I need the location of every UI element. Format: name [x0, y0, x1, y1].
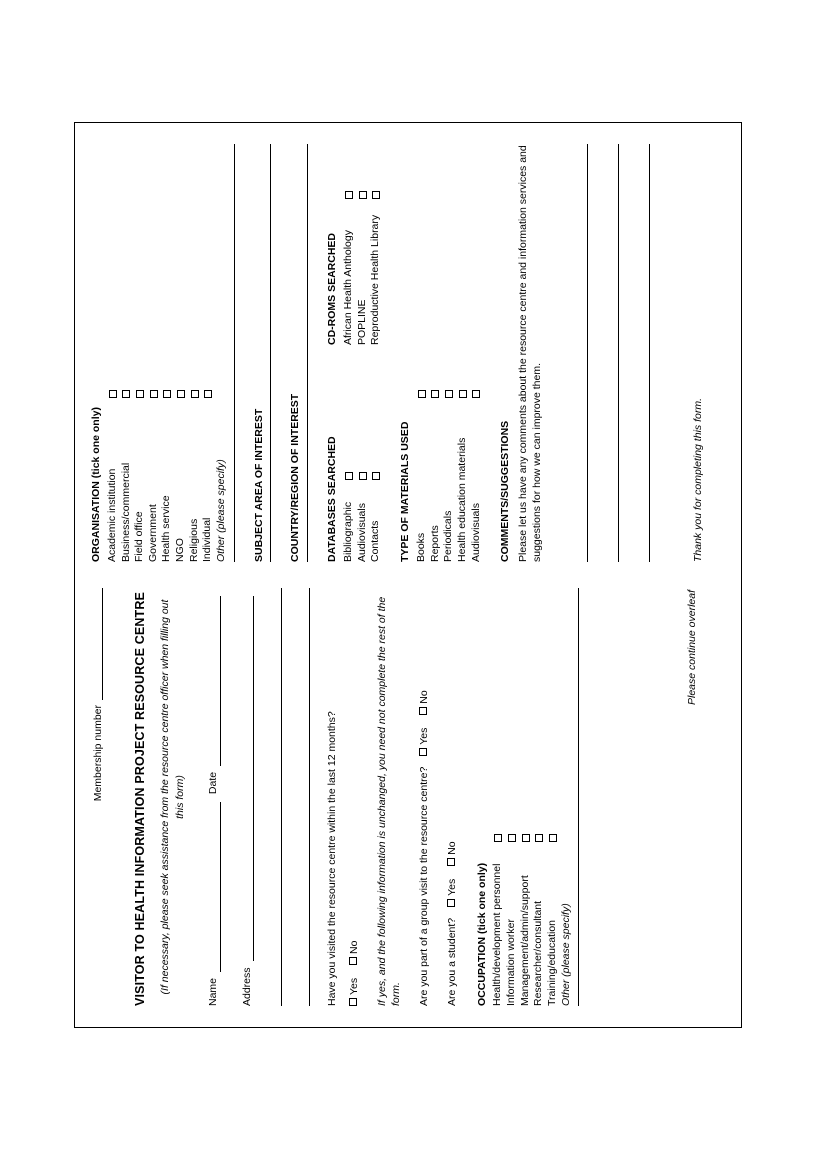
materials-option-label: Audiovisuals	[469, 503, 482, 562]
note-if-yes: If yes, and the following information is unchanged, you need not complete the rest of the form.	[376, 596, 402, 1006]
subject-area-input[interactable]	[269, 144, 271, 562]
checkbox-icon[interactable]	[372, 191, 380, 199]
question-group-visit-label: Are you part of a group visit to the resource centre?	[417, 766, 430, 1006]
occupation-options-list	[491, 588, 573, 1006]
organisation-option-label-other: Other (please specify)	[214, 459, 227, 562]
organisation-option-label: Field office	[133, 511, 146, 562]
question-student-row	[446, 588, 460, 1006]
checkbox-icon[interactable]	[345, 472, 353, 480]
column-left	[90, 588, 726, 1006]
group-visit-no-option[interactable]	[418, 690, 430, 714]
organisation-option-row[interactable]	[120, 144, 134, 562]
occupation-option-label: Training/education	[546, 920, 558, 1006]
group-visit-yes-label: Yes	[417, 727, 430, 745]
checkbox-icon[interactable]	[136, 390, 144, 398]
checkbox-icon[interactable]	[549, 834, 557, 842]
materials-option-label: Health education materials	[455, 437, 468, 562]
databases-options-list	[342, 361, 383, 562]
databases-option-label: Contacts	[369, 520, 382, 562]
organisation-option-label: NGO	[174, 538, 187, 562]
occupation-option-row[interactable]	[546, 588, 560, 1006]
materials-heading: TYPE OF MATERIALS USED	[399, 421, 412, 562]
organisation-option-label: Government	[146, 504, 159, 562]
organisation-option-row[interactable]	[201, 144, 215, 562]
thanks-note: Thank you for completing this form.	[692, 398, 705, 562]
checkbox-icon[interactable]	[204, 390, 212, 398]
checkbox-icon[interactable]	[472, 390, 480, 398]
checkbox-icon[interactable]	[191, 390, 199, 398]
checkbox-icon[interactable]	[447, 858, 455, 866]
databases-section	[326, 361, 383, 562]
subject-area-heading: SUBJECT AREA OF INTEREST	[252, 408, 265, 562]
question-group-visit-row	[418, 588, 432, 1006]
intro-note: (If necessary, please seek assistance from the resource centre officer when filling out this form)	[159, 599, 186, 995]
checkbox-icon[interactable]	[372, 472, 380, 480]
checkbox-icon[interactable]	[494, 834, 502, 842]
checkbox-icon[interactable]	[345, 191, 353, 199]
cdroms-option-row[interactable]	[342, 144, 356, 345]
occupation-option-label: Management/admin/support	[518, 875, 531, 1006]
checkbox-icon[interactable]	[419, 748, 427, 756]
comments-heading: COMMENTS/SUGGESTIONS	[499, 420, 512, 562]
comments-input-area[interactable]	[553, 144, 650, 562]
comments-input-line[interactable]	[553, 144, 588, 562]
checkbox-icon[interactable]	[418, 390, 426, 398]
organisation-heading: ORGANISATION (tick one only)	[90, 407, 102, 562]
address-label: Address	[240, 967, 253, 1006]
occupation-option-row[interactable]	[491, 588, 505, 1006]
cdroms-option-label: African Health Anthology	[342, 230, 355, 345]
student-no-label: No	[445, 841, 458, 855]
cdroms-option-row[interactable]	[369, 144, 383, 345]
visited-yes-label: Yes	[348, 977, 361, 995]
organisation-option-row-other[interactable]	[215, 144, 229, 562]
checkbox-icon[interactable]	[150, 390, 158, 398]
address-input-line-3[interactable]	[292, 588, 310, 1006]
materials-option-row[interactable]	[429, 144, 443, 562]
column-right	[90, 144, 726, 562]
checkbox-icon[interactable]	[459, 390, 467, 398]
organisation-option-row[interactable]	[160, 144, 174, 562]
materials-option-row[interactable]	[470, 144, 484, 562]
address-input-line-1[interactable]	[242, 596, 254, 961]
checkbox-icon[interactable]	[177, 390, 185, 398]
occupation-option-row[interactable]	[505, 588, 519, 1006]
checkbox-icon[interactable]	[445, 390, 453, 398]
checkbox-icon[interactable]	[535, 834, 543, 842]
cdroms-heading: CD-ROMS SEARCHED	[326, 232, 339, 345]
organisation-option-row[interactable]	[133, 144, 147, 562]
organisation-option-row[interactable]	[188, 144, 202, 562]
cdroms-section	[326, 144, 383, 345]
occupation-option-row[interactable]	[532, 588, 546, 1006]
materials-option-label: Reports	[428, 525, 441, 562]
continue-overleaf-note: Please continue overleaf	[686, 590, 699, 705]
checkbox-icon[interactable]	[349, 998, 357, 1006]
checkbox-icon[interactable]	[431, 390, 439, 398]
organisation-option-row[interactable]	[174, 144, 188, 562]
student-yes-option[interactable]	[446, 879, 458, 907]
checkbox-icon[interactable]	[419, 707, 427, 715]
date-input[interactable]	[209, 596, 221, 766]
group-visit-yes-option[interactable]	[418, 728, 430, 756]
materials-option-row[interactable]	[442, 144, 456, 562]
occupation-option-label: Information worker	[505, 919, 518, 1006]
group-visit-no-label: No	[417, 690, 430, 704]
address-row	[241, 588, 255, 1006]
organisation-option-label: Religious	[187, 518, 200, 562]
form-columns	[90, 144, 726, 1006]
checkbox-icon[interactable]	[359, 472, 367, 480]
checkbox-icon[interactable]	[522, 834, 530, 842]
form-page	[74, 122, 742, 1028]
checkbox-icon[interactable]	[349, 957, 357, 965]
checkbox-icon[interactable]	[163, 390, 171, 398]
visited-no-option[interactable]	[348, 941, 360, 965]
membership-label: Membership number	[92, 705, 104, 802]
organisation-options-list	[106, 144, 229, 562]
checkbox-icon[interactable]	[508, 834, 516, 842]
occupation-option-label: Researcher/consultant	[532, 900, 545, 1006]
student-yes-label: Yes	[445, 878, 458, 896]
cdroms-option-label: POPLINE	[355, 299, 368, 345]
organisation-option-label: Business/commercial	[119, 462, 132, 562]
materials-option-row[interactable]	[415, 144, 429, 562]
databases-option-row[interactable]	[356, 361, 370, 562]
databases-heading: DATABASES SEARCHED	[326, 436, 339, 562]
page-title: VISITOR TO HEALTH INFORMATION PROJECT RESOURCE CENTRE	[132, 592, 147, 1006]
databases-option-label: Audiovisuals	[355, 503, 368, 562]
occupation-other-input[interactable]	[577, 588, 579, 1006]
databases-option-label: Bibliographic	[342, 501, 355, 562]
databases-option-row[interactable]	[342, 361, 356, 562]
country-region-input[interactable]	[306, 144, 308, 562]
organisation-option-row[interactable]	[106, 144, 120, 562]
cdroms-options-list	[342, 144, 383, 345]
materials-option-label: Books	[414, 532, 427, 562]
comments-input-line[interactable]	[588, 144, 619, 562]
question-student-label: Are you a student?	[445, 917, 458, 1006]
materials-options-list	[415, 144, 483, 562]
occupation-option-row[interactable]	[519, 588, 533, 1006]
country-region-heading: COUNTRY/REGION OF INTEREST	[289, 393, 302, 562]
organisation-other-input[interactable]	[233, 144, 235, 562]
date-label: Date	[206, 771, 219, 795]
occupation-option-label: Health/development personnel	[491, 863, 504, 1006]
checkbox-icon[interactable]	[109, 390, 117, 398]
materials-option-label: Periodicals	[442, 510, 455, 562]
membership-field	[92, 588, 106, 1006]
organisation-option-label: Academic institution	[105, 468, 118, 562]
membership-input[interactable]	[102, 588, 103, 700]
checkbox-icon[interactable]	[447, 899, 455, 907]
materials-option-row[interactable]	[456, 144, 470, 562]
occupation-option-row-other[interactable]	[560, 588, 574, 1006]
address-input-line-2[interactable]	[264, 588, 282, 1006]
occupation-heading: OCCUPATION (tick one only)	[475, 862, 488, 1006]
checkbox-icon[interactable]	[359, 191, 367, 199]
visited-no-label: No	[348, 940, 361, 954]
comments-input-line[interactable]	[619, 144, 650, 562]
question-visited-label: Have you visited the resource centre within the last 12 months?	[326, 711, 339, 1006]
organisation-option-row[interactable]	[147, 144, 161, 562]
organisation-option-label: Individual	[201, 517, 214, 562]
checkbox-icon[interactable]	[122, 390, 130, 398]
comments-instruction: Please let us have any comments about the resource centre and information services and suggestions for how we can improve them.	[517, 145, 543, 562]
organisation-option-label: Health service	[160, 495, 173, 562]
visited-answer-group	[348, 588, 362, 1006]
occupation-option-label-other: Other (please specify)	[559, 903, 572, 1006]
cdroms-option-label: Reproductive Health Library	[369, 214, 382, 345]
name-date-row	[207, 588, 221, 1006]
student-no-option[interactable]	[446, 841, 458, 865]
name-label: Name	[206, 977, 219, 1006]
name-input[interactable]	[209, 802, 221, 972]
searched-sections	[326, 144, 383, 562]
visited-yes-option[interactable]	[348, 978, 360, 1006]
cdroms-option-row[interactable]	[356, 144, 370, 345]
databases-option-row[interactable]	[369, 361, 383, 562]
